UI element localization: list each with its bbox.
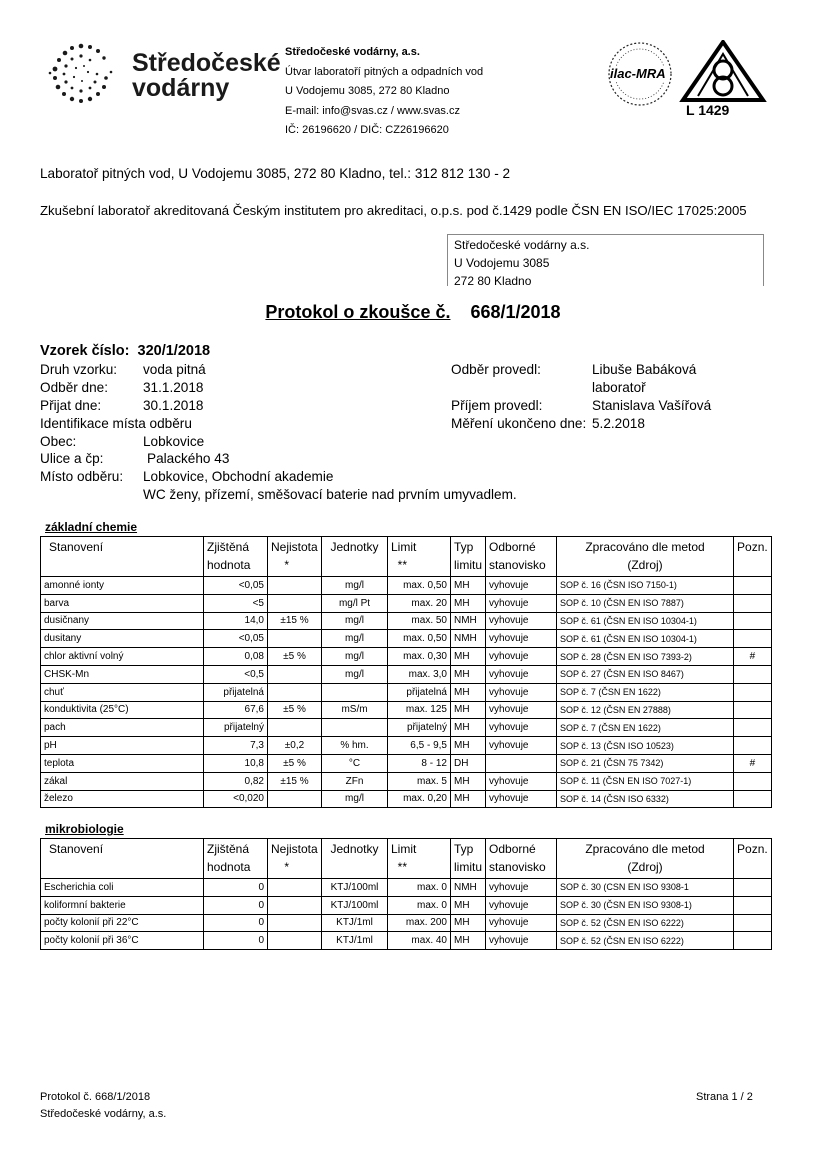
row-unit: mg/l: [322, 790, 388, 808]
row-uncertainty: ±15 %: [268, 772, 322, 790]
row-uncertainty: ±5 %: [268, 701, 322, 719]
micro-table: [40, 838, 772, 950]
row-unit: [322, 683, 388, 701]
row-verdict: vyhovuje: [486, 612, 557, 630]
row-typ: MH: [451, 914, 486, 932]
logo: [48, 42, 281, 104]
row-value: přijatelná: [204, 683, 268, 701]
row-verdict: vyhovuje: [486, 914, 557, 932]
table-row: [41, 790, 772, 808]
place-label: Místo odběru:: [40, 469, 124, 484]
col-zjistena: Zjištěná: [207, 540, 250, 554]
town-label: Obec:: [40, 434, 77, 449]
chem-section-title: základní chemie: [45, 520, 138, 534]
col-limitu: limitu: [454, 860, 483, 874]
col-jednotky: Jednotky: [330, 540, 379, 554]
row-limit: max. 0,50: [388, 577, 451, 595]
row-uncertainty: [268, 719, 322, 737]
row-typ: MH: [451, 737, 486, 755]
col-limit: Limit: [391, 842, 417, 856]
row-method: SOP č. 10 (ČSN EN ISO 7887): [557, 594, 734, 612]
col-zpracovano: Zpracováno dle metod: [585, 842, 705, 856]
company-name: Středočeské vodárny, a.s.: [285, 46, 420, 58]
row-unit: mg/l: [322, 630, 388, 648]
col-zdroj: (Zdroj): [627, 558, 663, 572]
table-row: [41, 754, 772, 772]
row-note: [734, 772, 772, 790]
col-stanoveni: Stanovení: [49, 540, 104, 554]
sample-number-row: [40, 342, 210, 360]
row-method: SOP č. 52 (ČSN EN ISO 6222): [557, 932, 734, 950]
lab-line: Laboratoř pitných vod, U Vodojemu 3085, 272 80 Kladno, tel.: 312 812 130 - 2: [40, 166, 511, 181]
row-method: SOP č. 27 (ČSN EN ISO 8467): [557, 665, 734, 683]
table-header: [41, 839, 772, 879]
row-note: #: [734, 754, 772, 772]
col-zdroj: (Zdroj): [627, 860, 663, 874]
sample-taken: 31.1.2018: [143, 380, 204, 395]
row-method: SOP č. 12 (ČSN EN 27888): [557, 701, 734, 719]
row-value: 0: [204, 879, 268, 897]
row-value: <5: [204, 594, 268, 612]
company-email: E-mail: info@svas.cz / www.svas.cz: [285, 104, 460, 117]
table-row: [41, 648, 772, 666]
row-limit: 8 - 12: [388, 754, 451, 772]
row-limit: max. 125: [388, 701, 451, 719]
row-name: amonné ionty: [41, 577, 204, 595]
row-value: <0,5: [204, 665, 268, 683]
sample-number: 320/1/2018: [137, 343, 211, 359]
sample-number-label: Vzorek číslo:: [40, 343, 130, 359]
col-odborne: Odborné: [489, 842, 536, 856]
footer-page: Strana 1 / 2: [696, 1091, 753, 1103]
protocol-number: 668/1/2018: [470, 302, 561, 322]
row-method: SOP č. 7 (ČSN EN 1622): [557, 719, 734, 737]
col-hodnota: hodnota: [207, 860, 251, 874]
row-note: [734, 683, 772, 701]
row-value: přijatelný: [204, 719, 268, 737]
row-uncertainty: ±15 %: [268, 612, 322, 630]
micro-section-title: mikrobiologie: [45, 822, 124, 836]
row-uncertainty: [268, 683, 322, 701]
row-value: 0: [204, 932, 268, 950]
row-note: [734, 914, 772, 932]
sample-type-label: Druh vzorku:: [40, 362, 118, 377]
row-typ: MH: [451, 648, 486, 666]
row-value: 10,8: [204, 754, 268, 772]
row-uncertainty: [268, 914, 322, 932]
col-nej-star: *: [284, 558, 290, 572]
row-method: SOP č. 30 (ČSN EN ISO 9308-1): [557, 896, 734, 914]
col-nejistota: Nejistota: [271, 842, 318, 856]
row-note: [734, 577, 772, 595]
row-note: [734, 701, 772, 719]
row-unit: mg/l: [322, 612, 388, 630]
row-verdict: [486, 754, 557, 772]
row-limit: max. 5: [388, 772, 451, 790]
protocol-label: Protokol o zkoušce č.: [265, 302, 451, 322]
row-limit: max. 3,0: [388, 665, 451, 683]
row-typ: MH: [451, 577, 486, 595]
row-typ: MH: [451, 594, 486, 612]
row-value: 0: [204, 896, 268, 914]
row-method: SOP č. 11 (ČSN EN ISO 7027-1): [557, 772, 734, 790]
row-method: SOP č. 30 (CSN EN ISO 9308-1: [557, 879, 734, 897]
ident-label: Identifikace místa odběru: [40, 416, 192, 431]
footer-company: Středočeské vodárny, a.s.: [40, 1108, 167, 1120]
row-limit: přijatelný: [388, 719, 451, 737]
company-ids: IČ: 26196620 / DIČ: CZ26196620: [285, 124, 449, 136]
accreditation-line: Zkušební laboratoř akreditovaná Českým institutem pro akreditaci, o.p.s. pod č.1429 podle ČSN EN ISO/IEC 17025:2005: [40, 203, 747, 218]
table-header: [41, 537, 772, 577]
row-note: [734, 879, 772, 897]
row-method: SOP č. 13 (ČSN ISO 10523): [557, 737, 734, 755]
row-name: chlor aktivní volný: [41, 648, 204, 666]
table-row: [41, 719, 772, 737]
row-typ: MH: [451, 772, 486, 790]
row-limit: max. 200: [388, 914, 451, 932]
row-limit: max. 0,20: [388, 790, 451, 808]
receiver: Stanislava Vašířová: [592, 398, 712, 413]
row-note: [734, 790, 772, 808]
row-name: počty kolonií při 22°C: [41, 914, 204, 932]
sampler-label: Odběr provedl:: [451, 362, 541, 377]
row-unit: [322, 719, 388, 737]
table-row: [41, 772, 772, 790]
col-nej-star: *: [284, 860, 290, 874]
row-typ: NMH: [451, 630, 486, 648]
row-verdict: vyhovuje: [486, 701, 557, 719]
row-name: chuť: [41, 683, 204, 701]
recipient-line-1: Středočeské vodárny a.s.: [454, 238, 590, 252]
row-limit: max. 0: [388, 879, 451, 897]
row-method: SOP č. 52 (ČSN EN ISO 6222): [557, 914, 734, 932]
row-limit: max. 0,30: [388, 648, 451, 666]
row-method: SOP č. 14 (ČSN ISO 6332): [557, 790, 734, 808]
table-row: [41, 896, 772, 914]
row-name: zákal: [41, 772, 204, 790]
row-limit: přijatelná: [388, 683, 451, 701]
row-uncertainty: [268, 665, 322, 683]
row-name: počty kolonií při 36°C: [41, 932, 204, 950]
row-typ: NMH: [451, 612, 486, 630]
row-unit: % hm.: [322, 737, 388, 755]
company-header: [285, 43, 483, 141]
row-verdict: vyhovuje: [486, 594, 557, 612]
row-value: 0,82: [204, 772, 268, 790]
row-unit: mg/l: [322, 577, 388, 595]
finished: 5.2.2018: [592, 416, 645, 431]
col-nejistota: Nejistota: [271, 540, 318, 554]
col-zjistena: Zjištěná: [207, 842, 250, 856]
place: Lobkovice, Obchodní akademie: [143, 469, 334, 484]
col-jednotky: Jednotky: [330, 842, 379, 856]
row-limit: max. 40: [388, 932, 451, 950]
row-typ: DH: [451, 754, 486, 772]
row-method: SOP č. 28 (ČSN EN ISO 7393-2): [557, 648, 734, 666]
row-method: SOP č. 61 (ČSN EN ISO 10304-1): [557, 612, 734, 630]
row-verdict: vyhovuje: [486, 932, 557, 950]
ilac-label: ilac-MRA: [610, 66, 666, 81]
row-name: konduktivita (25°C): [41, 701, 204, 719]
row-uncertainty: ±5 %: [268, 648, 322, 666]
row-verdict: vyhovuje: [486, 665, 557, 683]
col-lim-star: **: [397, 860, 408, 874]
row-typ: MH: [451, 790, 486, 808]
row-uncertainty: [268, 630, 322, 648]
row-typ: MH: [451, 932, 486, 950]
row-name: koliformní bakterie: [41, 896, 204, 914]
col-stanoveni: Stanovení: [49, 842, 104, 856]
table-row: [41, 665, 772, 683]
street: Palackého 43: [147, 451, 230, 466]
row-verdict: vyhovuje: [486, 719, 557, 737]
logo-line-2: vodárny: [132, 74, 230, 102]
row-name: pH: [41, 737, 204, 755]
footer-protocol: Protokol č. 668/1/2018: [40, 1091, 151, 1103]
row-name: dusitany: [41, 630, 204, 648]
row-note: [734, 737, 772, 755]
row-verdict: vyhovuje: [486, 737, 557, 755]
row-verdict: vyhovuje: [486, 630, 557, 648]
row-limit: max. 0: [388, 896, 451, 914]
row-limit: max. 0,50: [388, 630, 451, 648]
row-note: [734, 896, 772, 914]
table-row: [41, 612, 772, 630]
row-note: #: [734, 648, 772, 666]
row-unit: mg/l Pt: [322, 594, 388, 612]
receiver-label: Příjem provedl:: [451, 398, 543, 413]
row-unit: KTJ/100ml: [322, 896, 388, 914]
row-unit: KTJ/1ml: [322, 914, 388, 932]
logo-line-1: Středočeské: [132, 49, 281, 77]
row-verdict: vyhovuje: [486, 683, 557, 701]
row-uncertainty: ±0,2: [268, 737, 322, 755]
row-unit: mg/l: [322, 648, 388, 666]
recipient-line-3: 272 80 Kladno: [454, 274, 532, 288]
col-limitu: limitu: [454, 558, 483, 572]
row-verdict: vyhovuje: [486, 896, 557, 914]
table-row: [41, 701, 772, 719]
row-unit: mg/l: [322, 665, 388, 683]
chem-table: [40, 536, 772, 808]
col-stanovisko: stanovisko: [489, 558, 546, 572]
col-typ: Typ: [454, 842, 474, 856]
col-stanovisko: stanovisko: [489, 860, 546, 874]
row-uncertainty: [268, 577, 322, 595]
row-verdict: vyhovuje: [486, 879, 557, 897]
row-unit: KTJ/100ml: [322, 879, 388, 897]
col-zpracovano: Zpracováno dle metod: [585, 540, 705, 554]
row-typ: MH: [451, 665, 486, 683]
row-name: železo: [41, 790, 204, 808]
table-row: [41, 630, 772, 648]
company-department: Útvar laboratoří pitných a odpadních vod: [285, 65, 484, 78]
row-value: 0,08: [204, 648, 268, 666]
row-uncertainty: [268, 594, 322, 612]
table-row: [41, 594, 772, 612]
town: Lobkovice: [143, 434, 205, 449]
row-name: CHSK-Mn: [41, 665, 204, 683]
row-name: barva: [41, 594, 204, 612]
protocol-title: [0, 302, 826, 323]
row-value: 7,3: [204, 737, 268, 755]
sampler: Libuše Babáková: [592, 362, 697, 377]
ilac-mra-badge: [604, 40, 676, 108]
dots-logo-icon: [48, 42, 118, 104]
row-uncertainty: [268, 896, 322, 914]
row-uncertainty: [268, 790, 322, 808]
col-lim-star: **: [397, 558, 408, 572]
recipient-line-2: U Vodojemu 3085: [454, 256, 550, 270]
cai-triangle-icon: [678, 40, 768, 102]
row-typ: MH: [451, 683, 486, 701]
row-value: <0,05: [204, 630, 268, 648]
table-row: [41, 683, 772, 701]
row-name: pach: [41, 719, 204, 737]
row-unit: °C: [322, 754, 388, 772]
row-note: [734, 630, 772, 648]
row-verdict: vyhovuje: [486, 648, 557, 666]
col-pozn: Pozn.: [737, 842, 768, 856]
row-limit: max. 50: [388, 612, 451, 630]
row-value: 67,6: [204, 701, 268, 719]
row-typ: MH: [451, 719, 486, 737]
row-limit: max. 20: [388, 594, 451, 612]
row-name: dusičnany: [41, 612, 204, 630]
row-typ: MH: [451, 701, 486, 719]
row-value: <0,05: [204, 577, 268, 595]
row-unit: KTJ/1ml: [322, 932, 388, 950]
row-unit: mS/m: [322, 701, 388, 719]
row-verdict: vyhovuje: [486, 577, 557, 595]
row-note: [734, 932, 772, 950]
col-hodnota: hodnota: [207, 558, 251, 572]
col-pozn: Pozn.: [737, 540, 768, 554]
row-name: Escherichia coli: [41, 879, 204, 897]
row-note: [734, 612, 772, 630]
row-typ: MH: [451, 896, 486, 914]
table-row: [41, 932, 772, 950]
place-detail: WC ženy, přízemí, směšovací baterie nad prvním umyvadlem.: [143, 487, 517, 502]
row-uncertainty: [268, 879, 322, 897]
row-typ: NMH: [451, 879, 486, 897]
col-typ: Typ: [454, 540, 474, 554]
row-verdict: vyhovuje: [486, 790, 557, 808]
row-uncertainty: [268, 932, 322, 950]
col-odborne: Odborné: [489, 540, 536, 554]
row-limit: 6,5 - 9,5: [388, 737, 451, 755]
row-method: SOP č. 21 (ČSN 75 7342): [557, 754, 734, 772]
table-row: [41, 914, 772, 932]
row-note: [734, 594, 772, 612]
row-method: SOP č. 16 (ČSN ISO 7150-1): [557, 577, 734, 595]
col-limit: Limit: [391, 540, 417, 554]
table-row: [41, 879, 772, 897]
company-address: U Vodojemu 3085, 272 80 Kladno: [285, 85, 450, 97]
table-row: [41, 577, 772, 595]
sampler-org: laboratoř: [592, 380, 646, 395]
row-method: SOP č. 7 (ČSN EN 1622): [557, 683, 734, 701]
sample-received: 30.1.2018: [143, 398, 204, 413]
row-name: teplota: [41, 754, 204, 772]
row-method: SOP č. 61 (ČSN EN ISO 10304-1): [557, 630, 734, 648]
finished-label: Měření ukončeno dne:: [451, 416, 587, 431]
row-note: [734, 665, 772, 683]
cai-badge: [678, 40, 768, 120]
street-label: Ulice a čp:: [40, 451, 104, 466]
row-uncertainty: ±5 %: [268, 754, 322, 772]
cai-number: L 1429: [686, 102, 730, 118]
row-verdict: vyhovuje: [486, 772, 557, 790]
row-note: [734, 719, 772, 737]
row-value: <0,020: [204, 790, 268, 808]
sample-taken-label: Odběr dne:: [40, 380, 109, 395]
recipient-address-box: [447, 234, 764, 286]
sample-received-label: Přijat dne:: [40, 398, 102, 413]
row-value: 14,0: [204, 612, 268, 630]
table-row: [41, 737, 772, 755]
row-value: 0: [204, 914, 268, 932]
sample-type: voda pitná: [143, 362, 206, 377]
row-unit: ZFn: [322, 772, 388, 790]
